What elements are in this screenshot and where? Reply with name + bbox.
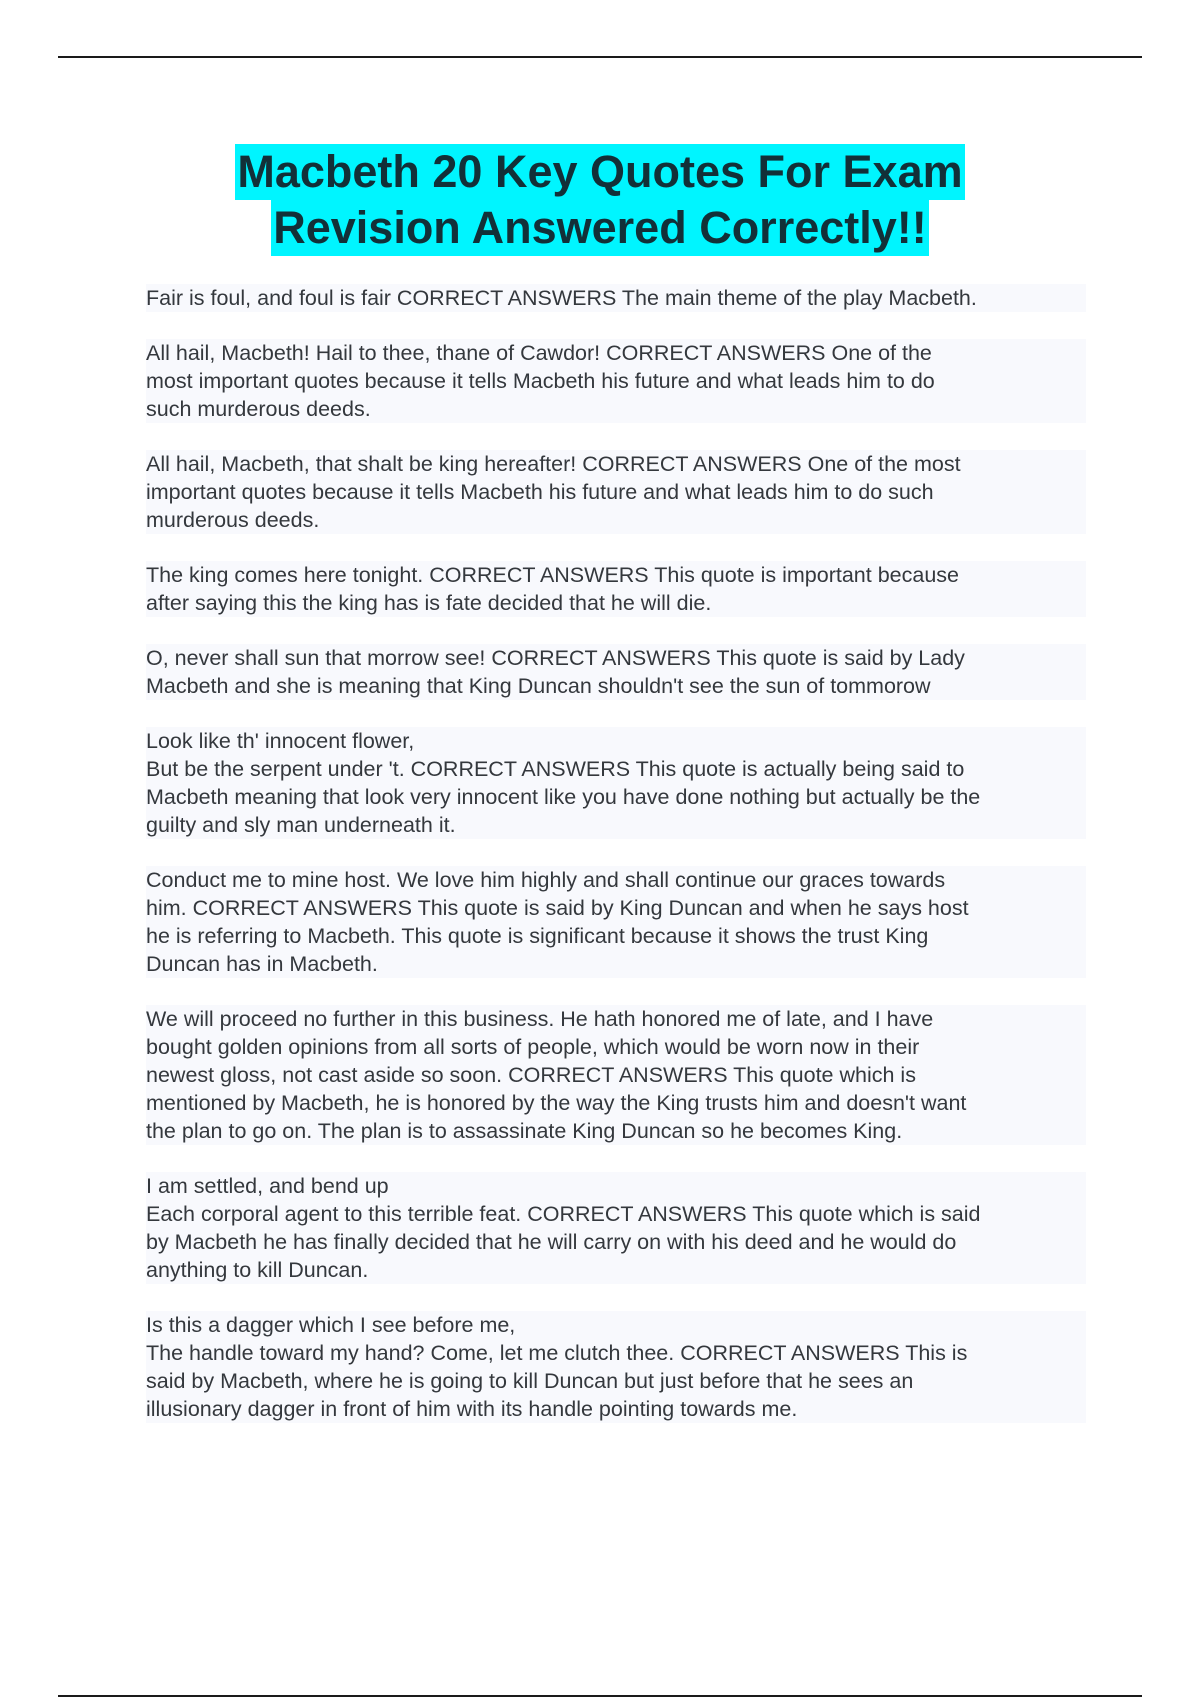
- quote-entry-2: [146, 339, 1086, 423]
- quote-entry-5: [146, 644, 1086, 700]
- quote-entry-9: [146, 1172, 1086, 1284]
- quote-entry-7: [146, 866, 1086, 978]
- entry-line: Each corporal agent to this terrible feat. CORRECT ANSWERS This quote which is said: [146, 1202, 981, 1226]
- entry-line: All hail, Macbeth, that shalt be king hereafter! CORRECT ANSWERS One of the most: [146, 452, 961, 476]
- entry-line: Macbeth meaning that look very innocent like you have done nothing but actually be the: [146, 785, 981, 809]
- quote-entry-4: [146, 561, 1086, 617]
- entry-line: anything to kill Duncan.: [146, 1258, 369, 1282]
- title-line-1: Macbeth 20 Key Quotes For Exam: [235, 144, 964, 200]
- entry-line: newest gloss, not cast aside so soon. CORRECT ANSWERS This quote which is: [146, 1063, 916, 1087]
- entry-line: I am settled, and bend up: [146, 1174, 389, 1198]
- entry-line: Conduct me to mine host. We love him highly and shall continue our graces towards: [146, 868, 946, 892]
- entry-line: after saying this the king has is fate decided that he will die.: [146, 591, 712, 615]
- title-line-2: Revision Answered Correctly!!: [271, 200, 929, 256]
- entry-line: illusionary dagger in front of him with its handle pointing towards me.: [146, 1397, 798, 1421]
- entry-line: Fair is foul, and foul is fair CORRECT ANSWERS The main theme of the play Macbeth.: [146, 286, 977, 310]
- entry-line: the plan to go on. The plan is to assassinate King Duncan so he becomes King.: [146, 1119, 903, 1143]
- page-title: [0, 144, 1200, 256]
- entry-line: said by Macbeth, where he is going to kill Duncan but just before that he sees an: [146, 1369, 914, 1393]
- entry-line: important quotes because it tells Macbeth his future and what leads him to do such: [146, 480, 934, 504]
- quote-entry-6: [146, 727, 1086, 839]
- entry-line: The king comes here tonight. CORRECT ANSWERS This quote is important because: [146, 563, 959, 587]
- entry-line: Is this a dagger which I see before me,: [146, 1313, 516, 1337]
- entry-line: The handle toward my hand? Come, let me clutch thee. CORRECT ANSWERS This is: [146, 1341, 968, 1365]
- entry-line: most important quotes because it tells Macbeth his future and what leads him to do: [146, 369, 935, 393]
- entry-line: he is referring to Macbeth. This quote is significant because it shows the trust King: [146, 924, 929, 948]
- quote-entry-3: [146, 450, 1086, 534]
- entry-line: guilty and sly man underneath it.: [146, 813, 456, 837]
- entry-line: him. CORRECT ANSWERS This quote is said by King Duncan and when he says host: [146, 896, 969, 920]
- entry-line: by Macbeth he has finally decided that he will carry on with his deed and he would do: [146, 1230, 957, 1254]
- entry-line: Macbeth and she is meaning that King Duncan shouldn't see the sun of tommorow: [146, 674, 931, 698]
- entry-line: bought golden opinions from all sorts of people, which would be worn now in their: [146, 1035, 920, 1059]
- top-rule: [58, 56, 1142, 58]
- entry-line: Look like th' innocent flower,: [146, 729, 415, 753]
- entry-line: mentioned by Macbeth, he is honored by the way the King trusts him and doesn't want: [146, 1091, 967, 1115]
- quote-entry-8: [146, 1005, 1086, 1145]
- entry-line: murderous deeds.: [146, 508, 320, 532]
- entry-line: O, never shall sun that morrow see! CORRECT ANSWERS This quote is said by Lady: [146, 646, 965, 670]
- quote-entry-10: [146, 1311, 1086, 1423]
- entry-line: We will proceed no further in this business. He hath honored me of late, and I have: [146, 1007, 934, 1031]
- quote-list: [146, 284, 1086, 1450]
- quote-entry-1: [146, 284, 1086, 312]
- entry-line: But be the serpent under 't. CORRECT ANSWERS This quote is actually being said to: [146, 757, 965, 781]
- bottom-rule: [58, 1695, 1142, 1697]
- entry-line: All hail, Macbeth! Hail to thee, thane of Cawdor! CORRECT ANSWERS One of the: [146, 341, 932, 365]
- entry-line: Duncan has in Macbeth.: [146, 952, 378, 976]
- entry-line: such murderous deeds.: [146, 397, 371, 421]
